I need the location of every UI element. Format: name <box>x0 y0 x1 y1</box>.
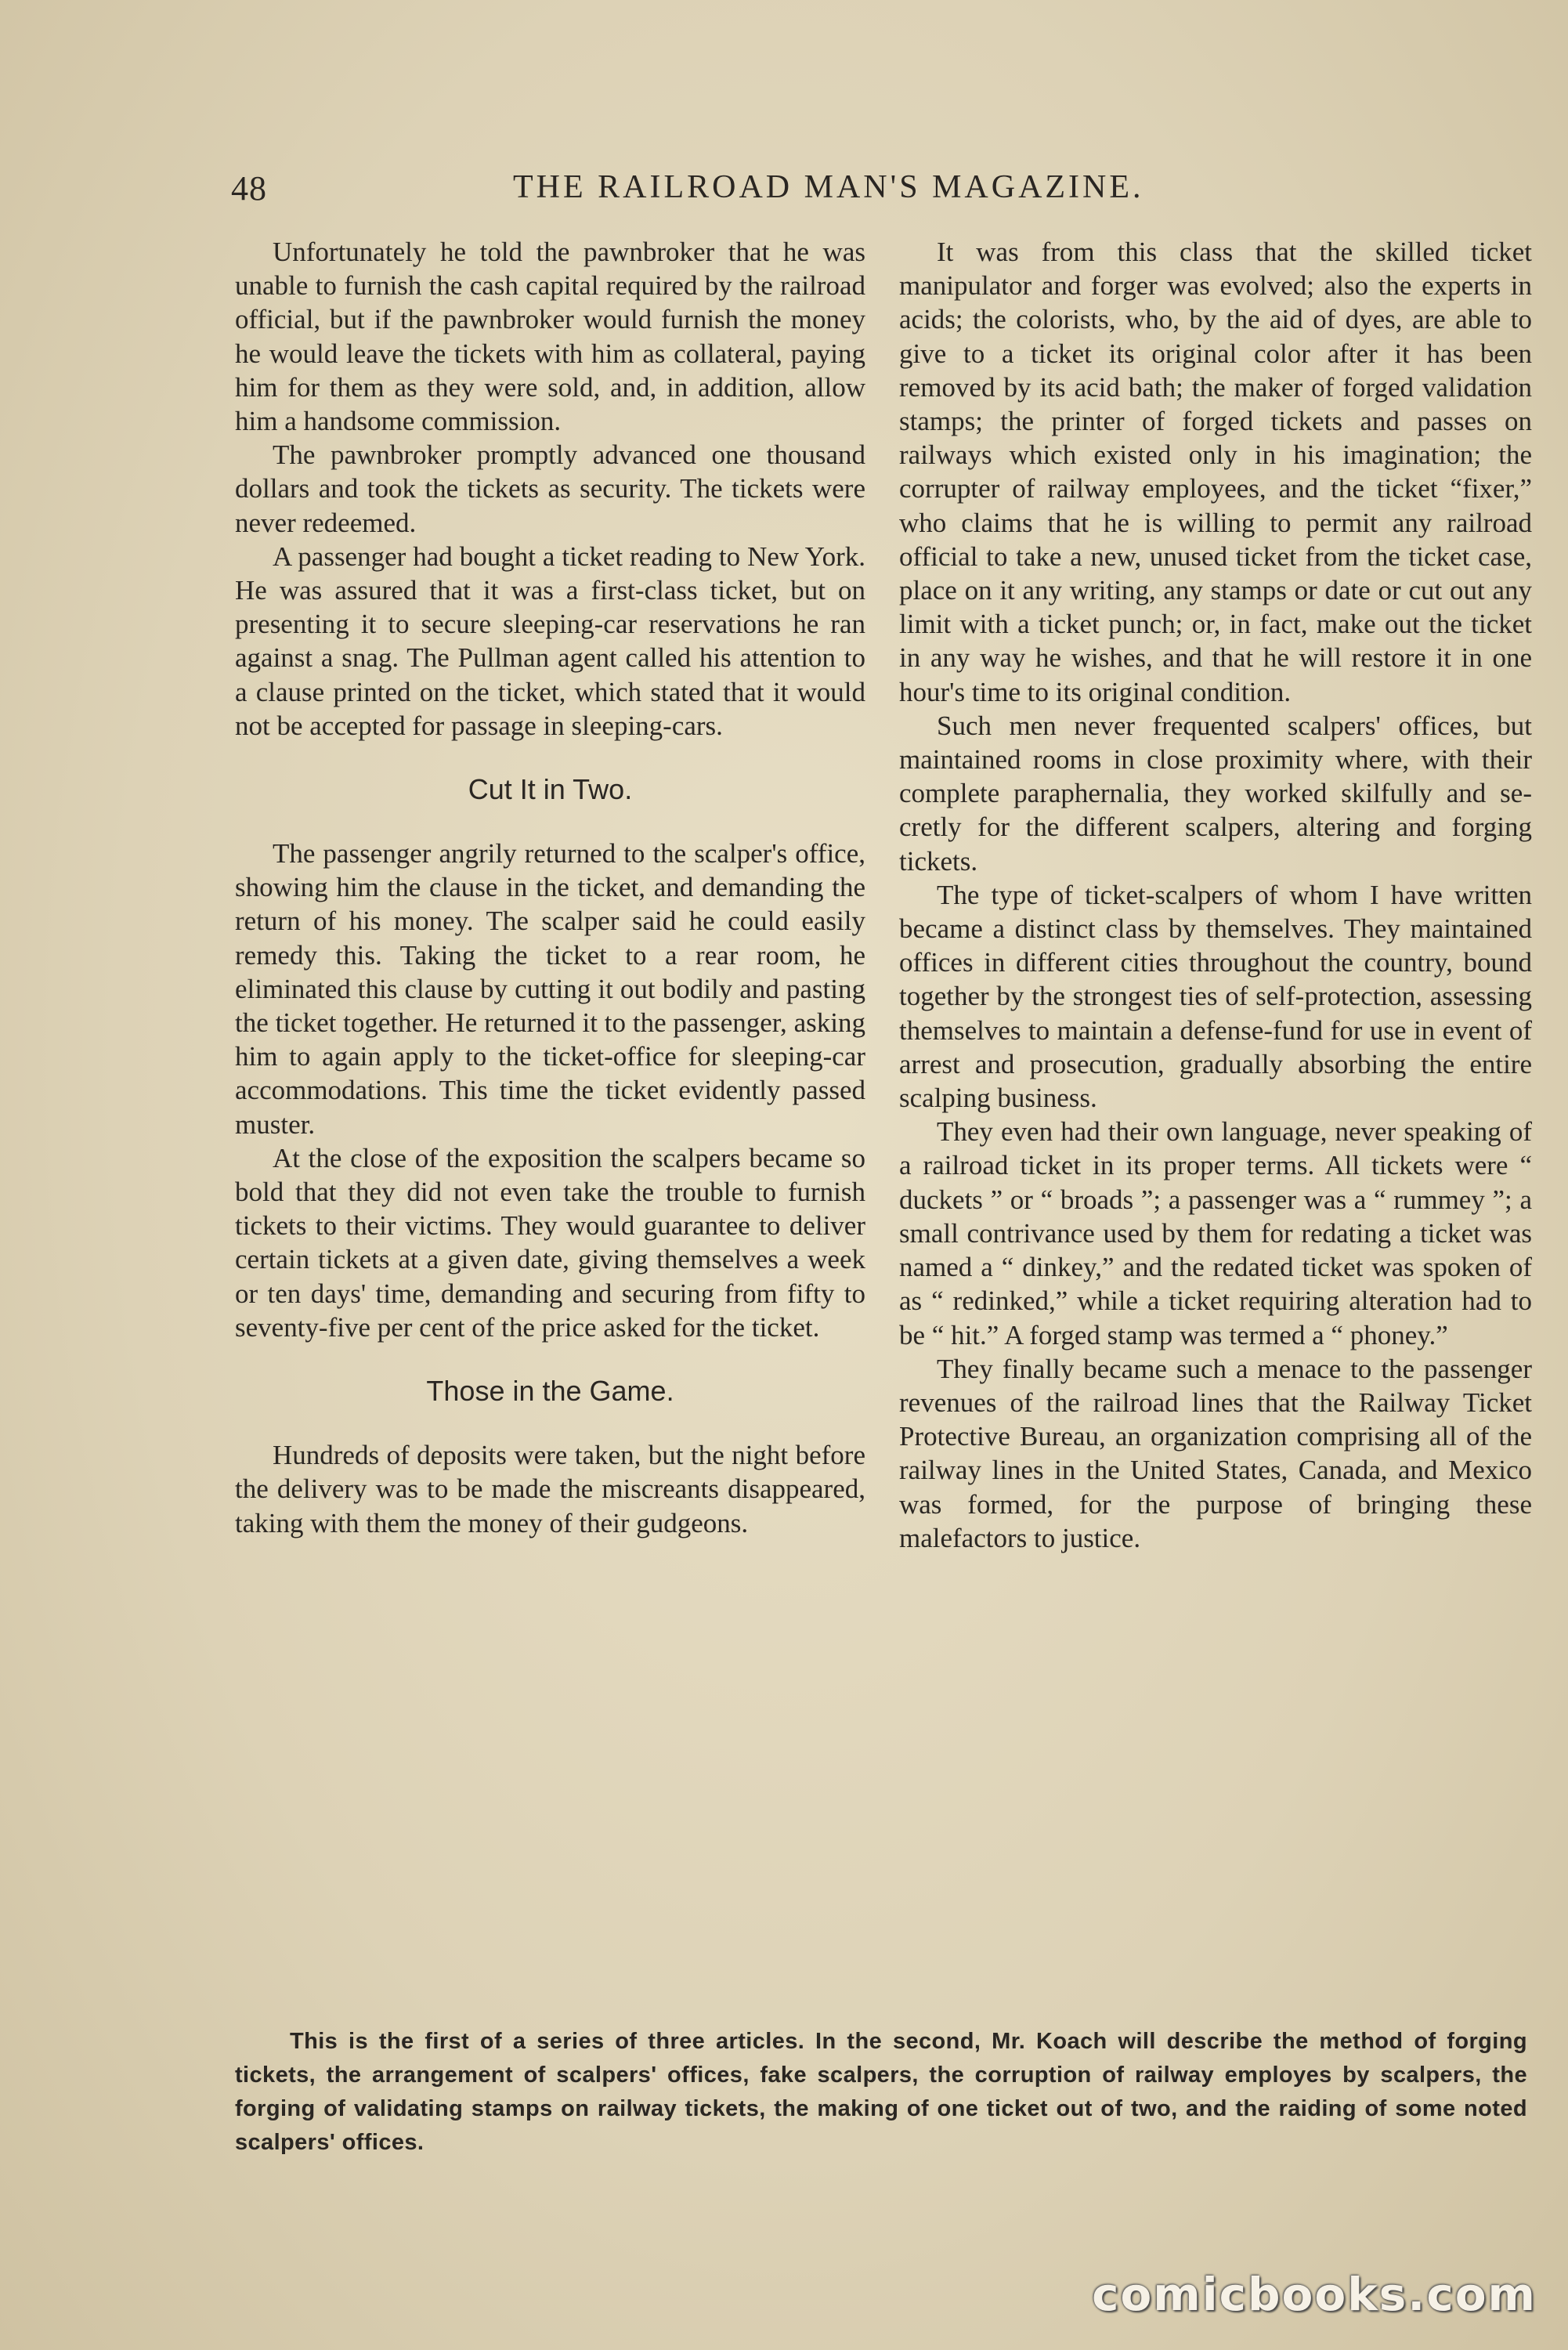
watermark: comicbooks.com <box>1092 2268 1537 2321</box>
paragraph: The type of ticket-scalpers of whom I have written became a distinct class by themselves. They maintained offices in different cities throughout the country, bound together by the strongest ties of self-protection, assessing themselves to maintain a defense-fund for use in event of arrest and prosecution, gradually absorbing the entire scalping business. <box>899 879 1532 1114</box>
page-header <box>231 168 1310 215</box>
left-column <box>235 235 865 1540</box>
paragraph: Such men never frequented scalpers' offices, but maintained rooms in close proximity where, with their complete paraphernalia, they worked skilfully and secretly for the different scalpers, altering and forging tickets. <box>899 710 1532 877</box>
paragraph: They finally became such a menace to the passenger revenues of the railroad lines that the Railway Ticket Protective Bureau, an organization comprising all of the railway lines in the United States, Canada, and Mexico was formed, for the purpose of bringing these malefactors to justice. <box>899 1353 1532 1553</box>
running-head: THE RAILROAD MAN'S MAGAZINE. <box>513 169 1144 205</box>
paragraph: Unfortunately he told the pawnbroker that he was unable to furnish the cash capital required by the railroad official, but if the pawnbroker would furnish the money he would leave the tickets with him as collateral, paying him for them as they were sold, and, in addition, allow him a handsome commission. <box>235 237 865 437</box>
editorial-note: This is the first of a series of three articles. In the second, Mr. Koach will describe the method of forging tickets, the arrangement of scalpers' offices, fake scalpers, the corruption of railway employes by scalpers, the forging of validating stamps on railway tickets, the making of one ticket out of two, and the raiding of some noted scalpers' offices. <box>235 2029 1527 2155</box>
paragraph: A passenger had bought a ticket reading to New York. He was assured that it was a first-class ticket, but on presenting it to secure sleeping-car reservations he ran against a snag. The Pullman agent called his attention to a clause printed on the ticket, which stated that it would not be accepted for passage in sleeping-cars. <box>235 540 865 741</box>
page-number: 48 <box>231 169 267 208</box>
right-column <box>899 235 1532 1555</box>
paragraph: They even had their own language, never speaking of a railroad ticket in its proper terms. All tickets were “ duckets ” or “ broads ”; a passenger was a “ rummey ”; a small contrivance used by them for redating a ticket was named a “ dinkey,” and the redated ticket was spoken of as “ redinked,” while a ticket requiring alteration had to be “ hit.” A forged stamp was termed a “ phoney.” <box>899 1116 1532 1350</box>
paragraph: The passenger angrily returned to the scalper's office, showing him the clause in the ticket, and demanding the return of his money. The scalper said he could easily remedy this. Taking the ticket to a rear room, he eliminated this clause by cutting it out bodily and pasting the ticket together. He returned it to the passenger, asking him to again apply to the ticket-office for sleeping-car accommodations. This time the ticket evidently passed muster. <box>235 838 865 1140</box>
paragraph: At the close of the exposition the scalpers became so bold that they did not even take the trouble to furnish tickets to their victims. They would guarantee to deliver certain tickets at a given date, giving themselves a week or ten days' time, demanding and securing from fifty to seventy-five per cent of the price asked for the ticket. <box>235 1142 865 1343</box>
paragraph: It was from this class that the skilled ticket manipulator and forger was evolved; also the experts in acids; the colorists, who, by the aid of dyes, are able to give to a ticket its original color after it has been removed by its acid bath; the maker of forged validation stamps; the printer of forged tickets and passes on railways which existed only in his imagination; the corrupter of railway employees, and the ticket “fixer,” who claims that he is willing to permit any railroad official to take a new, unused ticket from the ticket case, place on it any writing, any stamps or date or cut out any limit with a ticket punch; or, in fact, make out the ticket in any way he wishes, and that he will restore it in one hour's time to its original condition. <box>899 237 1532 707</box>
paragraph: Hundreds of deposits were taken, but the night before the delivery was to be made the miscreants disappeared, taking with them the money of their gudgeons. <box>235 1440 865 1538</box>
paragraph: The pawnbroker promptly advanced one thousand dollars and took the tickets as security. The tickets were never redeemed. <box>235 439 865 538</box>
section-heading: Cut It in Two. <box>468 773 633 806</box>
section-heading: Those in the Game. <box>426 1375 674 1408</box>
